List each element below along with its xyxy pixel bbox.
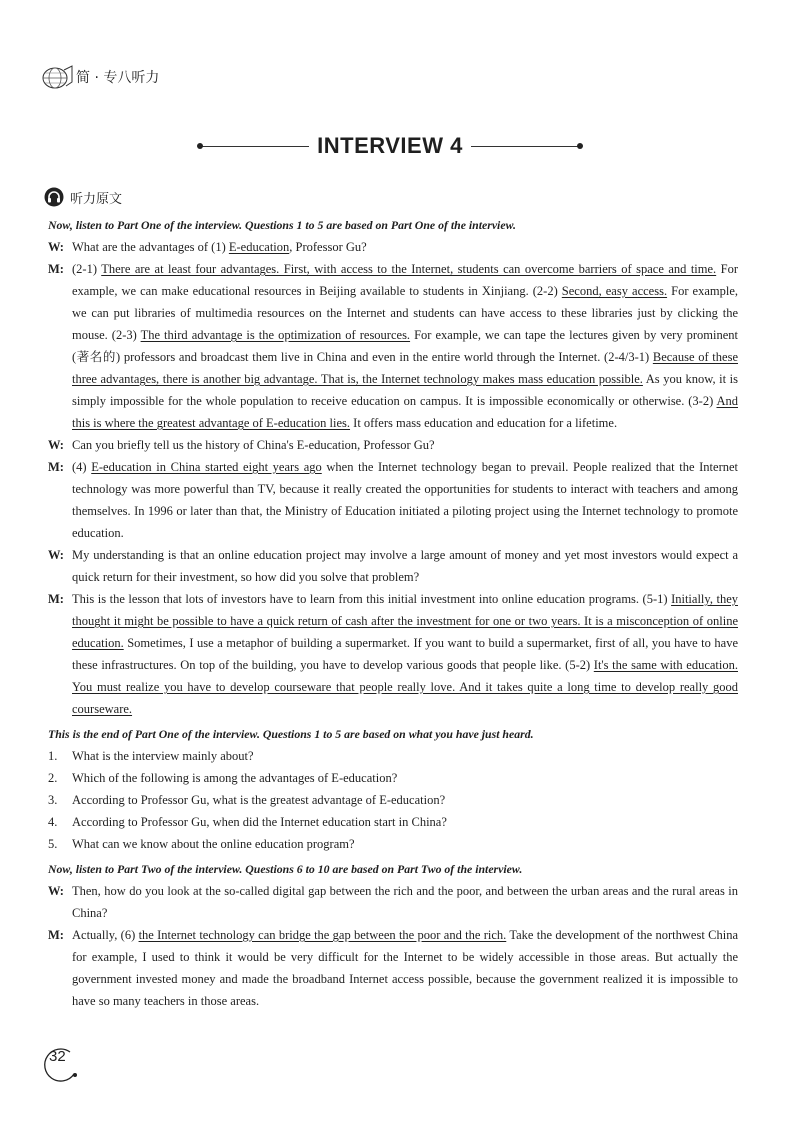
title-rule-right [471,146,580,147]
dialogue-turn [48,434,738,456]
question-item [48,811,738,833]
part-two-instruction: Now, listen to Part Two of the interview. Questions 6 to 10 are based on Part Two of the interview. [48,862,523,876]
question-text: Which of the following is among the advantages of E-education? [72,771,398,785]
question-number: 5. [48,837,58,851]
question-item [48,833,738,855]
question-text: According to Professor Gu, when did the Internet education start in China? [72,815,447,829]
answer-key-phrase: the Internet technology can bridge the gap between the poor and the rich. [138,928,507,942]
transcript-segment: It offers mass education and education for a lifetime. [350,416,618,430]
answer-key-phrase: E-education [228,240,290,254]
speaker-text [72,924,738,1012]
book-logo-icon [40,62,74,92]
speaker-tag: M: [48,592,64,606]
dialogue-turn [48,588,738,720]
headphones-icon [44,187,64,207]
transcript-segment: As you know, it is simply impossible for the whole population to receive education on campus. It is impossible economically or otherwise. (3-2) [72,372,739,408]
transcript-segment: Then, how do you look at the so-called digital gap between the rich and the poor, and between the urban areas and the rural areas in China? [72,884,738,920]
question-number: 2. [48,771,58,785]
transcript-segment: For example, we can put libraries of multimedia resources on the Internet and students can have access to these libraries just by clicking the mouse. (2-3) [72,284,738,342]
question-list [48,745,738,855]
transcript-segment: Sometimes, I use a metaphor of building a supermarket. If you want to build a supermarket, first of all, you have to have these infrastructures. On top of the building, you have to develop various goods that people like. (5-2) [72,636,738,672]
speaker-tag: W: [48,548,64,562]
question-item [48,789,738,811]
answer-key-phrase: Second, easy access. [561,284,668,298]
answer-key-phrase: Because of these three advantages, there is another big advantage. That is, the Internet technology makes mass education possible. [72,350,738,386]
question-number: 1. [48,749,58,763]
speaker-text [72,588,738,720]
transcript-segment: when the Internet technology began to prevail. People realized that the Internet technology was more powerful than TV, because it really created the opportunities for students to interact with teachers and among themselves. In 1996 or later than that, the Ministry of Education initiated a piloting project using the Internet technology to promote education. [72,460,738,540]
transcript-segment: This is the lesson that lots of investors have to learn from this initial investment into online education programs. (5-1) [72,592,672,606]
speaker-text [72,258,738,434]
dialogue-turn [48,258,738,434]
dialogue-part-two [48,880,738,1012]
question-number: 3. [48,793,58,807]
answer-key-phrase: There are at least four advantages. First, with access to the Internet, students can overcome barriers of space and time. [101,262,717,276]
transcript-segment: My understanding is that an online education project may involve a large amount of money and yet most investors would expect a quick return for their investment, so how did you solve that problem? [72,548,738,584]
part-one-end-instruction: This is the end of Part One of the interview. Questions 1 to 5 are based on what you have just heard. [48,727,534,741]
transcript-segment: Can you briefly tell us the history of China's E-education, Professor Gu? [72,438,435,452]
transcript-segment: For example, we can make educational resources in Beijing available to students in Xinjiang. (2-2) [72,262,738,298]
speaker-text [72,236,738,258]
question-item [48,745,738,767]
transcript-segment: (4) [72,460,92,474]
question-number: 4. [48,815,58,829]
page-number: 32 [49,1048,66,1065]
dialogue-turn [48,544,738,588]
speaker-text [72,880,738,924]
transcript-segment: Take the development of the northwest China for example, I used to think it would be very difficult for the Internet to be widely accessible in those areas. But actually the government invested money and made the broadband Internet access possible, because the government realized it is impossible to have so many teachers in those areas. [72,928,738,1008]
speaker-tag: M: [48,262,64,276]
dialogue-part-one [48,236,738,720]
answer-key-phrase: It's the same with education. You must realize you have to develop courseware that people really love. And it takes quite a long time to develop really good courseware. [72,658,738,716]
speaker-tag: W: [48,438,64,452]
speaker-tag: M: [48,928,64,942]
transcript [48,214,738,1012]
page-title: INTERVIEW 4 [317,133,463,158]
title-row [200,132,580,160]
dialogue-turn [48,456,738,544]
answer-key-phrase: Initially, they thought it might be possible to have a quick return of cash after the investment for one or two years. It is a misconception of online education. [72,592,738,650]
question-text: What is the interview mainly about? [72,749,254,763]
series-label: 简 · 专八听力 [76,70,160,86]
speaker-tag: M: [48,460,64,474]
page-header [40,60,159,94]
transcript-segment: What are the advantages of (1) [72,240,229,254]
answer-key-phrase: E-education in China started eight years ago [91,460,322,474]
transcript-segment: Actually, (6) [72,928,139,942]
part-one-instruction: Now, listen to Part One of the interview. Questions 1 to 5 are based on Part One of the interview. [48,218,516,232]
speaker-text [72,434,738,456]
dialogue-turn [48,236,738,258]
transcript-segment: , Professor Gu? [289,240,367,254]
speaker-tag: W: [48,240,64,254]
section-label: 听力原文 [70,191,123,207]
question-text: What can we know about the online education program? [72,837,355,851]
answer-key-phrase: And this is where the greatest advantage of E-education lies. [72,394,738,430]
question-item [48,767,738,789]
question-text: According to Professor Gu, what is the greatest advantage of E-education? [72,793,446,807]
dialogue-turn [48,924,738,1012]
answer-key-phrase: The third advantage is the optimization of resources. [140,328,411,342]
speaker-text [72,456,738,544]
speaker-text [72,544,738,588]
speaker-tag: W: [48,884,64,898]
transcript-segment: For example, we can tape the lectures given by very prominent (著名的) professors and broadcast them live in China and even in the entire world through the Internet. (2-4/3-1) [72,328,738,364]
dialogue-turn [48,880,738,924]
section-heading [44,186,122,208]
transcript-segment: (2-1) [72,262,102,276]
title-rule-left [200,146,309,147]
